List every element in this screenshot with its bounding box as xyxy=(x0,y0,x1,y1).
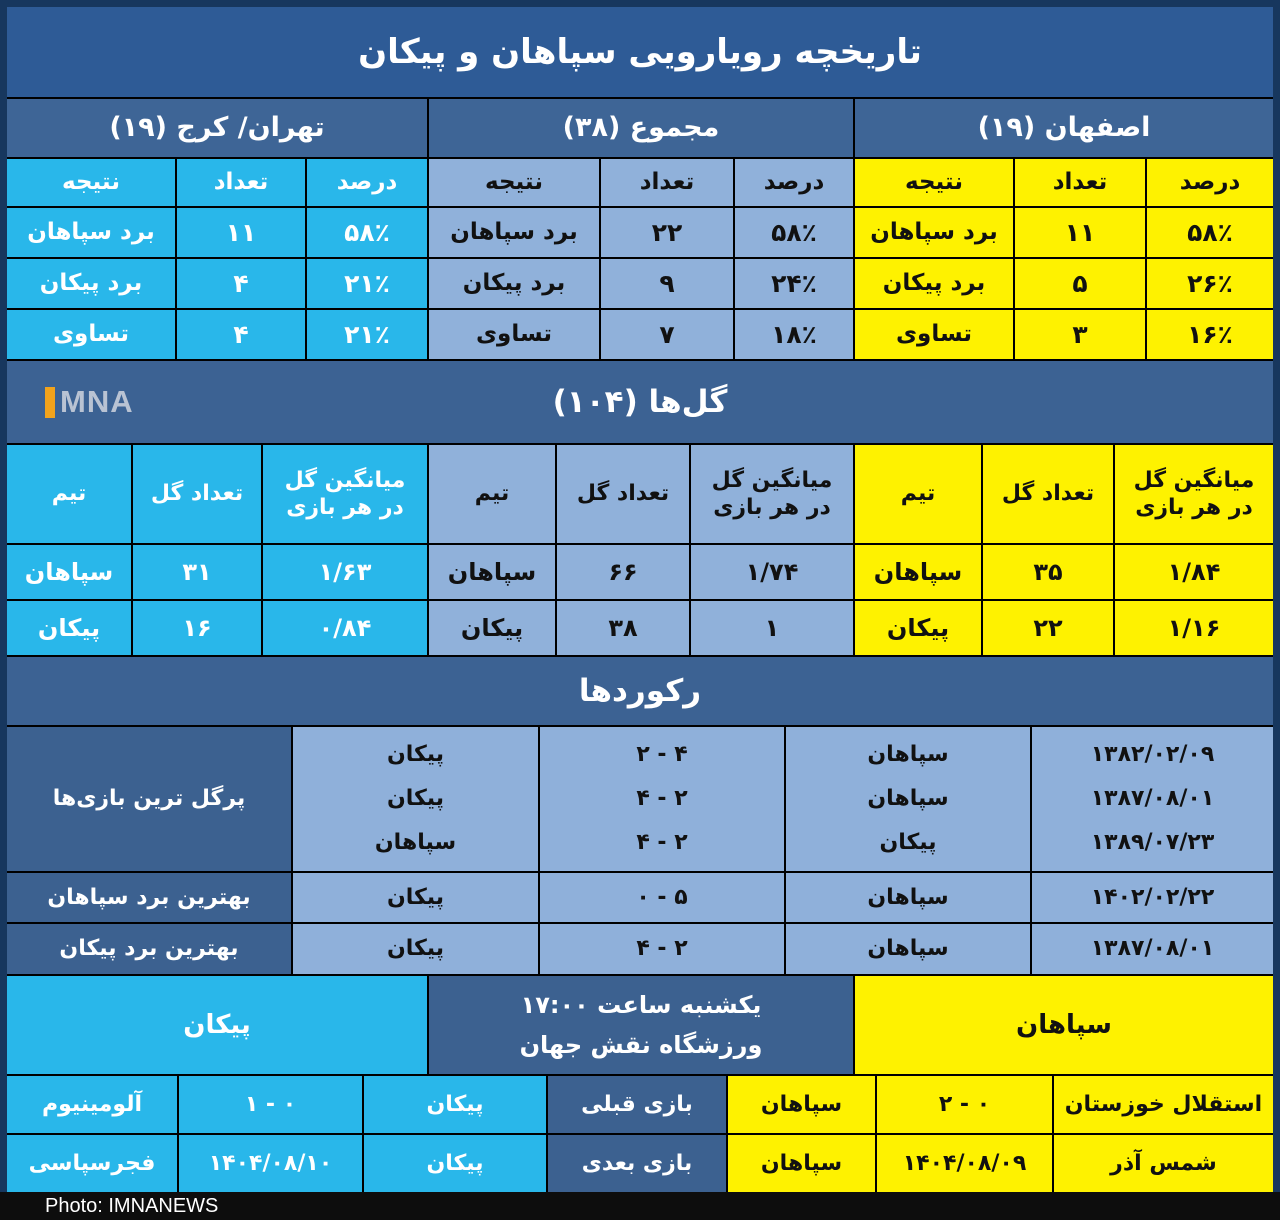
goal-count-value: ۳۱ xyxy=(182,558,212,586)
results-table xyxy=(7,159,1273,359)
record-label xyxy=(7,727,291,871)
venue-header-total xyxy=(429,99,853,157)
goal-count-value: ۱۶ xyxy=(182,614,212,642)
table-cell xyxy=(983,545,1113,599)
opponent-name: شمس آذر xyxy=(1110,1150,1217,1176)
photo-credit-bar xyxy=(0,1192,1280,1220)
venue-header-tehran xyxy=(7,99,427,157)
count-value: ۳ xyxy=(1072,319,1088,349)
col-header-label: نتیجه xyxy=(485,169,543,196)
result-label: برد سپاهان xyxy=(450,219,578,246)
fixture-opponent-cell xyxy=(7,1135,177,1192)
col-header-label: میانگین گل در هر بازی xyxy=(711,467,833,520)
result-label: برد پیکان xyxy=(882,270,986,297)
imna-logo-i-icon xyxy=(45,387,55,418)
table-cell xyxy=(177,259,305,308)
goal-count-value: ۶۶ xyxy=(608,558,638,586)
team-name: سپاهان xyxy=(760,1091,843,1117)
goal-average-value: ۱/۱۶ xyxy=(1167,614,1221,642)
table-cell xyxy=(557,601,689,655)
table-cell xyxy=(983,601,1113,655)
fixture-label-text: بازی بعدی xyxy=(581,1150,693,1176)
team-name: سپاهان xyxy=(867,884,949,910)
record-score-cell xyxy=(540,873,784,922)
table-cell xyxy=(177,310,305,359)
col-header-label: درصد xyxy=(336,169,398,196)
date-value: ۱۳۸۷/۰۸/۰۱ xyxy=(1090,936,1215,962)
col-header-label: تیم xyxy=(900,481,936,507)
col-header-count xyxy=(1015,159,1145,206)
home-team-name: سپاهان xyxy=(1016,1009,1112,1040)
col-header-count xyxy=(177,159,305,206)
match-datetime: یکشنبه ساعت ۱۷:۰۰ xyxy=(520,991,762,1019)
match-info-cell xyxy=(429,976,853,1074)
table-cell xyxy=(7,259,175,308)
col-header-result xyxy=(855,159,1013,206)
records-band xyxy=(7,657,1273,725)
col-header-goal-average xyxy=(263,445,427,543)
team-name: پیکان xyxy=(386,786,445,812)
fixture-opponent-cell xyxy=(1054,1076,1273,1133)
score-value: ۲ - ۰ xyxy=(938,1091,991,1117)
score-value: ۴ - ۲ xyxy=(636,786,688,812)
count-value: ۴ xyxy=(233,319,249,349)
col-header-label: تیم xyxy=(474,481,510,507)
record-team-a-cell xyxy=(293,873,538,922)
date-value: ۱۴۰۴/۰۸/۰۹ xyxy=(902,1150,1027,1176)
result-label: برد سپاهان xyxy=(870,219,998,246)
percent-value: ۵۸٪ xyxy=(344,217,390,247)
opponent-name: استقلال خوزستان xyxy=(1064,1091,1263,1117)
table-cell xyxy=(429,259,599,308)
record-label xyxy=(7,924,291,974)
table-cell xyxy=(1015,310,1145,359)
team-name: پیکان xyxy=(386,884,445,910)
table-cell xyxy=(263,545,427,599)
date-value: ۱۴۰۲/۰۲/۲۲ xyxy=(1090,884,1215,910)
team-name: سپاهان xyxy=(867,786,949,812)
table-cell xyxy=(133,601,261,655)
result-label: تساوی xyxy=(895,321,973,348)
fixture-label-text: بازی قبلی xyxy=(581,1091,693,1117)
table-cell xyxy=(307,310,427,359)
team-name: پیکان xyxy=(386,936,445,962)
score-value: ۴ - ۲ xyxy=(636,830,688,856)
percent-value: ۵۸٪ xyxy=(771,217,817,247)
team-name: پیکان xyxy=(386,742,445,768)
percent-value: ۵۸٪ xyxy=(1187,217,1233,247)
table-cell xyxy=(307,208,427,257)
table-cell xyxy=(7,310,175,359)
table-cell xyxy=(1115,601,1273,655)
col-header-percent xyxy=(1147,159,1273,206)
table-cell xyxy=(855,208,1013,257)
table-cell xyxy=(601,310,733,359)
fixture-team-cell xyxy=(364,1076,546,1133)
count-value: ۱۱ xyxy=(1064,217,1096,247)
table-cell xyxy=(1015,259,1145,308)
venue-header-isfahan-label: اصفهان (۱۹) xyxy=(977,112,1151,144)
record-team-b-cell xyxy=(786,873,1030,922)
goal-count-value: ۳۵ xyxy=(1033,558,1063,586)
imna-logo xyxy=(45,384,134,420)
col-header-label: تعداد xyxy=(639,169,695,196)
team-name: پیکان xyxy=(37,614,101,642)
table-cell xyxy=(1015,208,1145,257)
away-team-cell xyxy=(7,976,427,1074)
fixture-opponent-cell xyxy=(7,1076,177,1133)
percent-value: ۱۸٪ xyxy=(771,319,817,349)
team-name: پیکان xyxy=(426,1150,484,1176)
opponent-name: فجرسپاسی xyxy=(28,1150,156,1176)
count-value: ۲۲ xyxy=(651,217,683,247)
records-table xyxy=(7,727,1273,974)
venue-header-isfahan xyxy=(855,99,1273,157)
col-header-label: میانگین گل در هر بازی xyxy=(1133,467,1255,520)
percent-value: ۲۴٪ xyxy=(771,268,817,298)
result-label: تساوی xyxy=(475,321,553,348)
fixture-label xyxy=(548,1135,726,1192)
count-value: ۱۱ xyxy=(225,217,257,247)
col-header-result xyxy=(7,159,175,206)
result-label: برد پیکان xyxy=(462,270,566,297)
table-cell xyxy=(1115,545,1273,599)
title-band xyxy=(7,7,1273,97)
percent-value: ۲۶٪ xyxy=(1187,268,1233,298)
col-header-team xyxy=(7,445,131,543)
team-name: سپاهان xyxy=(867,742,949,768)
record-date-cell xyxy=(1032,873,1273,922)
count-value: ۹ xyxy=(659,268,675,298)
table-cell xyxy=(691,601,853,655)
record-score-cell xyxy=(540,727,784,871)
table-cell xyxy=(307,259,427,308)
count-value: ۷ xyxy=(659,319,675,349)
date-value: ۱۳۸۹/۰۷/۲۳ xyxy=(1090,830,1215,856)
fixture-team-cell xyxy=(728,1135,875,1192)
col-header-label: نتیجه xyxy=(905,169,963,196)
record-label-text: بهترین برد سپاهان xyxy=(47,884,251,910)
team-name: پیکان xyxy=(886,614,950,642)
score-value: ۱ - ۰ xyxy=(244,1091,297,1117)
table-cell xyxy=(7,601,131,655)
table-cell xyxy=(691,545,853,599)
col-header-percent xyxy=(307,159,427,206)
col-header-label: تعداد گل xyxy=(576,481,670,507)
match-venue: ورزشگاه نقش جهان xyxy=(519,1031,763,1059)
table-cell xyxy=(133,545,261,599)
col-header-result xyxy=(429,159,599,206)
score-value: ۴ - ۲ xyxy=(636,936,688,962)
col-header-goal-average xyxy=(691,445,853,543)
records-title: رکوردها xyxy=(578,673,702,709)
table-cell xyxy=(1147,310,1273,359)
table-cell xyxy=(855,601,981,655)
team-name: سپاهان xyxy=(447,558,537,586)
date-value: ۱۳۸۲/۰۲/۰۹ xyxy=(1090,742,1215,768)
record-label xyxy=(7,873,291,922)
fixture-value-cell xyxy=(877,1135,1052,1192)
table-cell xyxy=(263,601,427,655)
goal-average-value: ۱ xyxy=(764,614,780,642)
score-value: ۲ - ۴ xyxy=(636,742,688,768)
away-team-name: پیکان xyxy=(183,1009,251,1040)
team-name: سپاهان xyxy=(760,1150,843,1176)
goal-count-value: ۳۸ xyxy=(608,614,638,642)
percent-value: ۲۱٪ xyxy=(344,319,390,349)
record-date-cell xyxy=(1032,727,1273,871)
team-name: سپاهان xyxy=(867,936,949,962)
page-title: تاریخچه رویارویی سپاهان و پیکان xyxy=(358,32,922,72)
venue-header-tehran-label: تهران/ کرج (۱۹) xyxy=(109,112,325,144)
goal-average-value: ۱/۶۳ xyxy=(318,558,372,586)
result-label: تساوی xyxy=(52,321,130,348)
col-header-goal-count xyxy=(983,445,1113,543)
goals-title: گل‌ها (۱۰۴) xyxy=(552,384,728,420)
col-header-label: تعداد گل xyxy=(1001,481,1095,507)
col-header-team xyxy=(429,445,555,543)
col-header-label: تعداد xyxy=(1052,169,1108,196)
percent-value: ۱۶٪ xyxy=(1187,319,1233,349)
venue-header-total-label: مجموع (۳۸) xyxy=(562,112,720,144)
table-cell xyxy=(601,259,733,308)
count-value: ۴ xyxy=(233,268,249,298)
result-label: برد پیکان xyxy=(39,270,143,297)
team-name: پیکان xyxy=(879,830,937,856)
matchup-band xyxy=(7,976,1273,1074)
team-name: سپاهان xyxy=(873,558,963,586)
fixture-team-cell xyxy=(364,1135,546,1192)
fixture-value-cell xyxy=(877,1076,1052,1133)
table-cell xyxy=(735,259,853,308)
record-label-text: بهترین برد پیکان xyxy=(59,936,239,962)
table-cell xyxy=(855,259,1013,308)
col-header-percent xyxy=(735,159,853,206)
record-date-cell xyxy=(1032,924,1273,974)
team-name: سپاهان xyxy=(374,830,457,856)
date-value: ۱۳۸۷/۰۸/۰۱ xyxy=(1090,786,1215,812)
goals-band xyxy=(7,361,1273,443)
record-label-text: پرگل ترین بازی‌ها xyxy=(52,786,246,812)
venue-header-row xyxy=(7,99,1273,157)
fixture-value-cell xyxy=(179,1135,362,1192)
table-cell xyxy=(855,310,1013,359)
team-name: پیکان xyxy=(460,614,524,642)
date-value: ۱۴۰۴/۰۸/۱۰ xyxy=(208,1150,333,1176)
col-header-goal-count xyxy=(133,445,261,543)
record-score-cell xyxy=(540,924,784,974)
table-cell xyxy=(429,545,555,599)
team-name: سپاهان xyxy=(24,558,114,586)
goal-count-value: ۲۲ xyxy=(1033,614,1063,642)
fixture-opponent-cell xyxy=(1054,1135,1273,1192)
fixtures-table xyxy=(7,1076,1273,1192)
result-label: برد سپاهان xyxy=(27,219,155,246)
col-header-label: تعداد xyxy=(213,169,269,196)
table-cell xyxy=(7,208,175,257)
fixture-label xyxy=(548,1076,726,1133)
table-cell xyxy=(735,208,853,257)
imna-logo-text: MNA xyxy=(60,384,134,419)
table-cell xyxy=(855,545,981,599)
col-header-label: میانگین گل در هر بازی xyxy=(284,467,406,520)
score-value: ۰ - ۵ xyxy=(636,884,688,910)
col-header-count xyxy=(601,159,733,206)
col-header-label: تیم xyxy=(51,481,87,507)
table-cell xyxy=(601,208,733,257)
record-team-a-cell xyxy=(293,727,538,871)
col-header-label: نتیجه xyxy=(62,169,120,196)
table-cell xyxy=(557,545,689,599)
record-team-a-cell xyxy=(293,924,538,974)
col-header-goal-average xyxy=(1115,445,1273,543)
record-team-b-cell xyxy=(786,924,1030,974)
goal-average-value: ۱/۸۴ xyxy=(1167,558,1221,586)
table-cell xyxy=(429,310,599,359)
col-header-label: تعداد گل xyxy=(150,481,244,507)
col-header-goal-count xyxy=(557,445,689,543)
col-header-label: درصد xyxy=(763,169,825,196)
col-header-label: درصد xyxy=(1179,169,1241,196)
record-team-b-cell xyxy=(786,727,1030,871)
table-cell xyxy=(177,208,305,257)
table-cell xyxy=(7,545,131,599)
goals-table xyxy=(7,445,1273,655)
table-cell xyxy=(1147,208,1273,257)
percent-value: ۲۱٪ xyxy=(344,268,390,298)
count-value: ۵ xyxy=(1072,268,1088,298)
stats-table xyxy=(7,7,1273,1192)
team-name: پیکان xyxy=(426,1091,484,1117)
col-header-team xyxy=(855,445,981,543)
table-cell xyxy=(735,310,853,359)
table-cell xyxy=(429,208,599,257)
home-team-cell xyxy=(855,976,1273,1074)
fixture-team-cell xyxy=(728,1076,875,1133)
photo-credit-text: Photo: IMNANEWS xyxy=(45,1194,219,1217)
opponent-name: آلومینیوم xyxy=(41,1091,143,1117)
table-cell xyxy=(429,601,555,655)
table-cell xyxy=(1147,259,1273,308)
goal-average-value: ۱/۷۴ xyxy=(745,558,799,586)
fixture-value-cell xyxy=(179,1076,362,1133)
goal-average-value: ۰/۸۴ xyxy=(318,614,372,642)
